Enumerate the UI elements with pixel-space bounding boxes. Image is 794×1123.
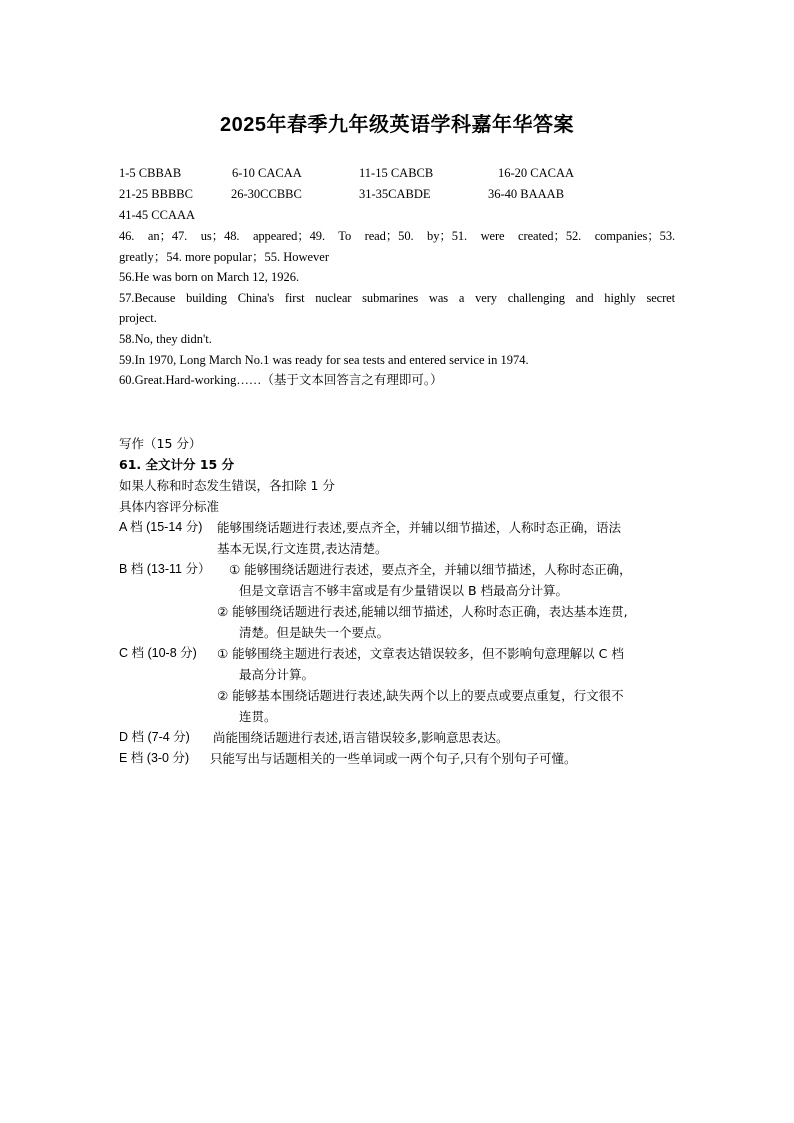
answer-row-2 — [119, 184, 675, 205]
answer-group: 26-30CCBBC — [231, 187, 302, 201]
grade-a — [119, 517, 699, 538]
grade-a-label: A 档 (15-14 分) — [119, 520, 203, 534]
answer-60: 60.Great.Hard-working……（基于文本回答言之有理即可。） — [119, 373, 443, 388]
grade-c-cont-2 — [119, 706, 699, 727]
grade-a-text: 能够围绕话题进行表述,要点齐全，并辅以细节描述，人称时态正确，语法 — [217, 520, 621, 535]
answer-group: 41-45 CCAAA — [119, 208, 196, 222]
fill-blank-answers-line-1: 46. an；47. us；48. appeared；49. To read；50. by；51. were created；52. companies；53. — [119, 229, 675, 243]
writing-section — [119, 433, 699, 769]
grade-c-item-2-cont: 连贯。 — [239, 709, 277, 724]
answer-group: 11-15 CABCB — [359, 166, 434, 180]
answer-57-line-2: project. — [119, 311, 157, 326]
grade-c-item-1-cont: 最高分计算。 — [239, 667, 315, 682]
grade-b-item-2: ② 能够围绕话题进行表述,能辅以细节描述，人称时态正确，表达基本连贯, — [217, 604, 628, 619]
criteria-title: 具体内容评分标准 — [119, 499, 220, 514]
grade-b-item-2-cont: 清楚。但是缺失一个要点。 — [239, 625, 390, 640]
grade-a-text-2: 基本无误,行文连贯,表达清楚。 — [217, 541, 388, 556]
grade-d — [119, 727, 699, 748]
grade-d-label: D 档 (7-4 分) — [119, 730, 190, 744]
grade-c-item-2-row — [119, 685, 699, 706]
grade-c-item-1: ① 能够围绕主题进行表述，文章表达错误较多，但不影响句意理解以 C 档 — [217, 646, 624, 661]
answer-row-1 — [119, 163, 675, 184]
grade-b-item-2-row — [119, 601, 699, 622]
answer-section — [119, 163, 675, 391]
answer-group: 6-10 CACAA — [232, 166, 302, 180]
grade-e — [119, 748, 699, 769]
answer-group: 31-35CABDE — [359, 187, 431, 201]
writing-total-score: 61. 全文计分 15 分 — [119, 457, 235, 472]
grade-b-cont-1 — [119, 580, 699, 601]
answer-group: 21-25 BBBBC — [119, 187, 193, 201]
answer-group: 1-5 CBBAB — [119, 166, 182, 180]
grade-a-cont — [119, 538, 699, 559]
grade-d-text: 尚能围绕话题进行表述,语言错误较多,影响意思表达。 — [213, 730, 509, 745]
answer-57-line-1: 57.Because building China's first nuclear submarines was a very challenging and highly secret — [119, 290, 675, 305]
grade-c-item-2: ② 能够基本围绕话题进行表述,缺失两个以上的要点或要点重复，行文很不 — [217, 688, 624, 703]
grade-e-text: 只能写出与话题相关的一些单词或一两个句子,只有个别句子可懂。 — [210, 751, 577, 766]
grade-b-cont-2 — [119, 622, 699, 643]
page-title: 2025年春季九年级英语学科嘉年华答案 — [220, 114, 574, 136]
fill-blank-answers-line-2: greatly；54. more popular；55. However — [119, 249, 330, 264]
answer-56: 56.He was born on March 12, 1926. — [119, 270, 300, 285]
answer-58: 58.No, they didn't. — [119, 331, 212, 346]
answer-row-3 — [119, 205, 675, 226]
grade-b — [119, 559, 699, 580]
grade-b-item-1-cont: 但是文章语言不够丰富或是有少量错误以 B 档最高分计算。 — [239, 583, 569, 598]
writing-heading: 写作（15 分） — [119, 436, 202, 451]
answer-group: 36-40 BAAAB — [488, 187, 565, 201]
writing-deduction-rule: 如果人称和时态发生错误，各扣除 1 分 — [119, 478, 335, 493]
grade-b-label: B 档 (13-11 分） — [119, 562, 211, 576]
answer-group: 16-20 CACAA — [498, 166, 575, 180]
grade-b-item-1: ① 能够围绕话题进行表述，要点齐全，并辅以细节描述，人称时态正确， — [229, 562, 632, 577]
grade-e-label: E 档 (3-0 分) — [119, 751, 190, 765]
grade-c-label: C 档 (10-8 分) — [119, 646, 197, 660]
grade-c — [119, 643, 699, 664]
answer-59: 59.In 1970, Long March No.1 was ready for sea tests and entered service in 1974. — [119, 352, 529, 367]
grade-c-cont-1 — [119, 664, 699, 685]
